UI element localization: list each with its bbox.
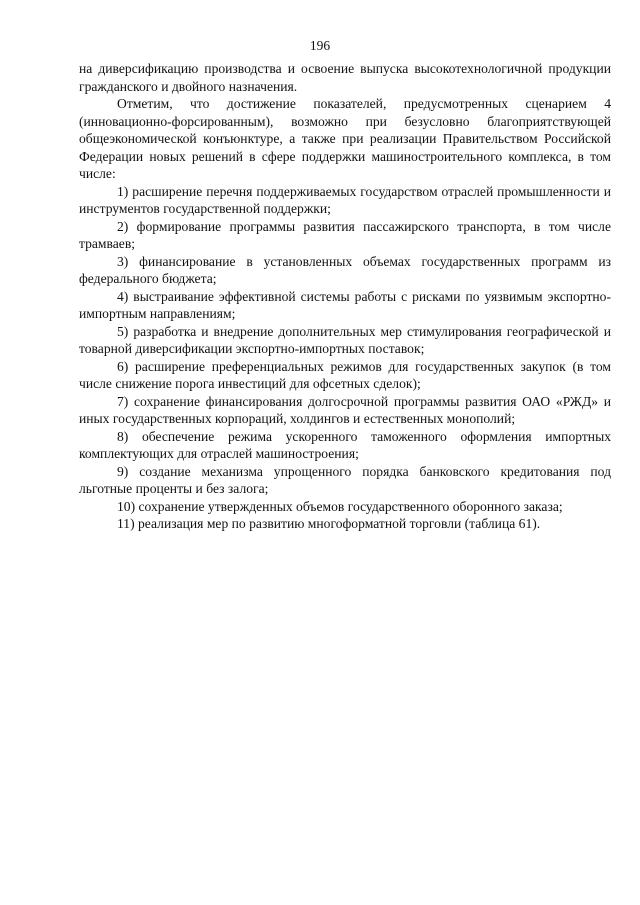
list-item-2: 2) формирование программы развития пассажирского транспорта, в том числе трамваев; <box>79 218 611 251</box>
list-item-11: 11) реализация мер по развитию многоформатной торговли (таблица 61). <box>117 516 541 531</box>
paragraph-intro: Отметим, что достижение показателей, предусмотренных сценарием 4 (инновационно-форсированным), возможно при безусловно благоприятствующей общеэкономической конъюнктуре, а также при реализации Правительством Российской Федерации новых решений в сфере поддержки машиностроительного комплекса, в том числе: <box>79 96 611 181</box>
list-item-4: 4) выстраивание эффективной системы работы с рисками по уязвимым экспортно-импортным направлениям; <box>79 288 611 321</box>
list-item-8: 8) обеспечение режима ускоренного таможенного оформления импортных комплектующих для отраслей машиностроения; <box>79 428 611 461</box>
list-item-9: 9) создание механизма упрощенного порядка банковского кредитования под льготные проценты и без залога; <box>79 463 611 496</box>
paragraph-continuation: на диверсификацию производства и освоение выпуска высокотехнологичной продукции гражданского и двойного назначения. <box>79 61 611 94</box>
list-item-7: 7) сохранение финансирования долгосрочной программы развития ОАО «РЖД» и иных государственных корпораций, холдингов и естественных монополий; <box>79 393 611 426</box>
document-body <box>79 60 611 533</box>
list-item-6: 6) расширение преференциальных режимов для государственных закупок (в том числе снижение порога инвестиций для офсетных сделок); <box>79 358 611 391</box>
list-item-10: 10) сохранение утвержденных объемов государственного оборонного заказа; <box>117 498 563 514</box>
list-item-1: 1) расширение перечня поддерживаемых государством отраслей промышленности и инструментов государственной поддержки; <box>79 183 611 216</box>
list-item-5: 5) разработка и внедрение дополнительных мер стимулирования географической и товарной диверсификации экспортно-импортных поставок; <box>79 323 611 356</box>
page-number: 196 <box>309 38 331 53</box>
list-item-3: 3) финансирование в установленных объемах государственных программ из федерального бюджета; <box>79 253 611 286</box>
